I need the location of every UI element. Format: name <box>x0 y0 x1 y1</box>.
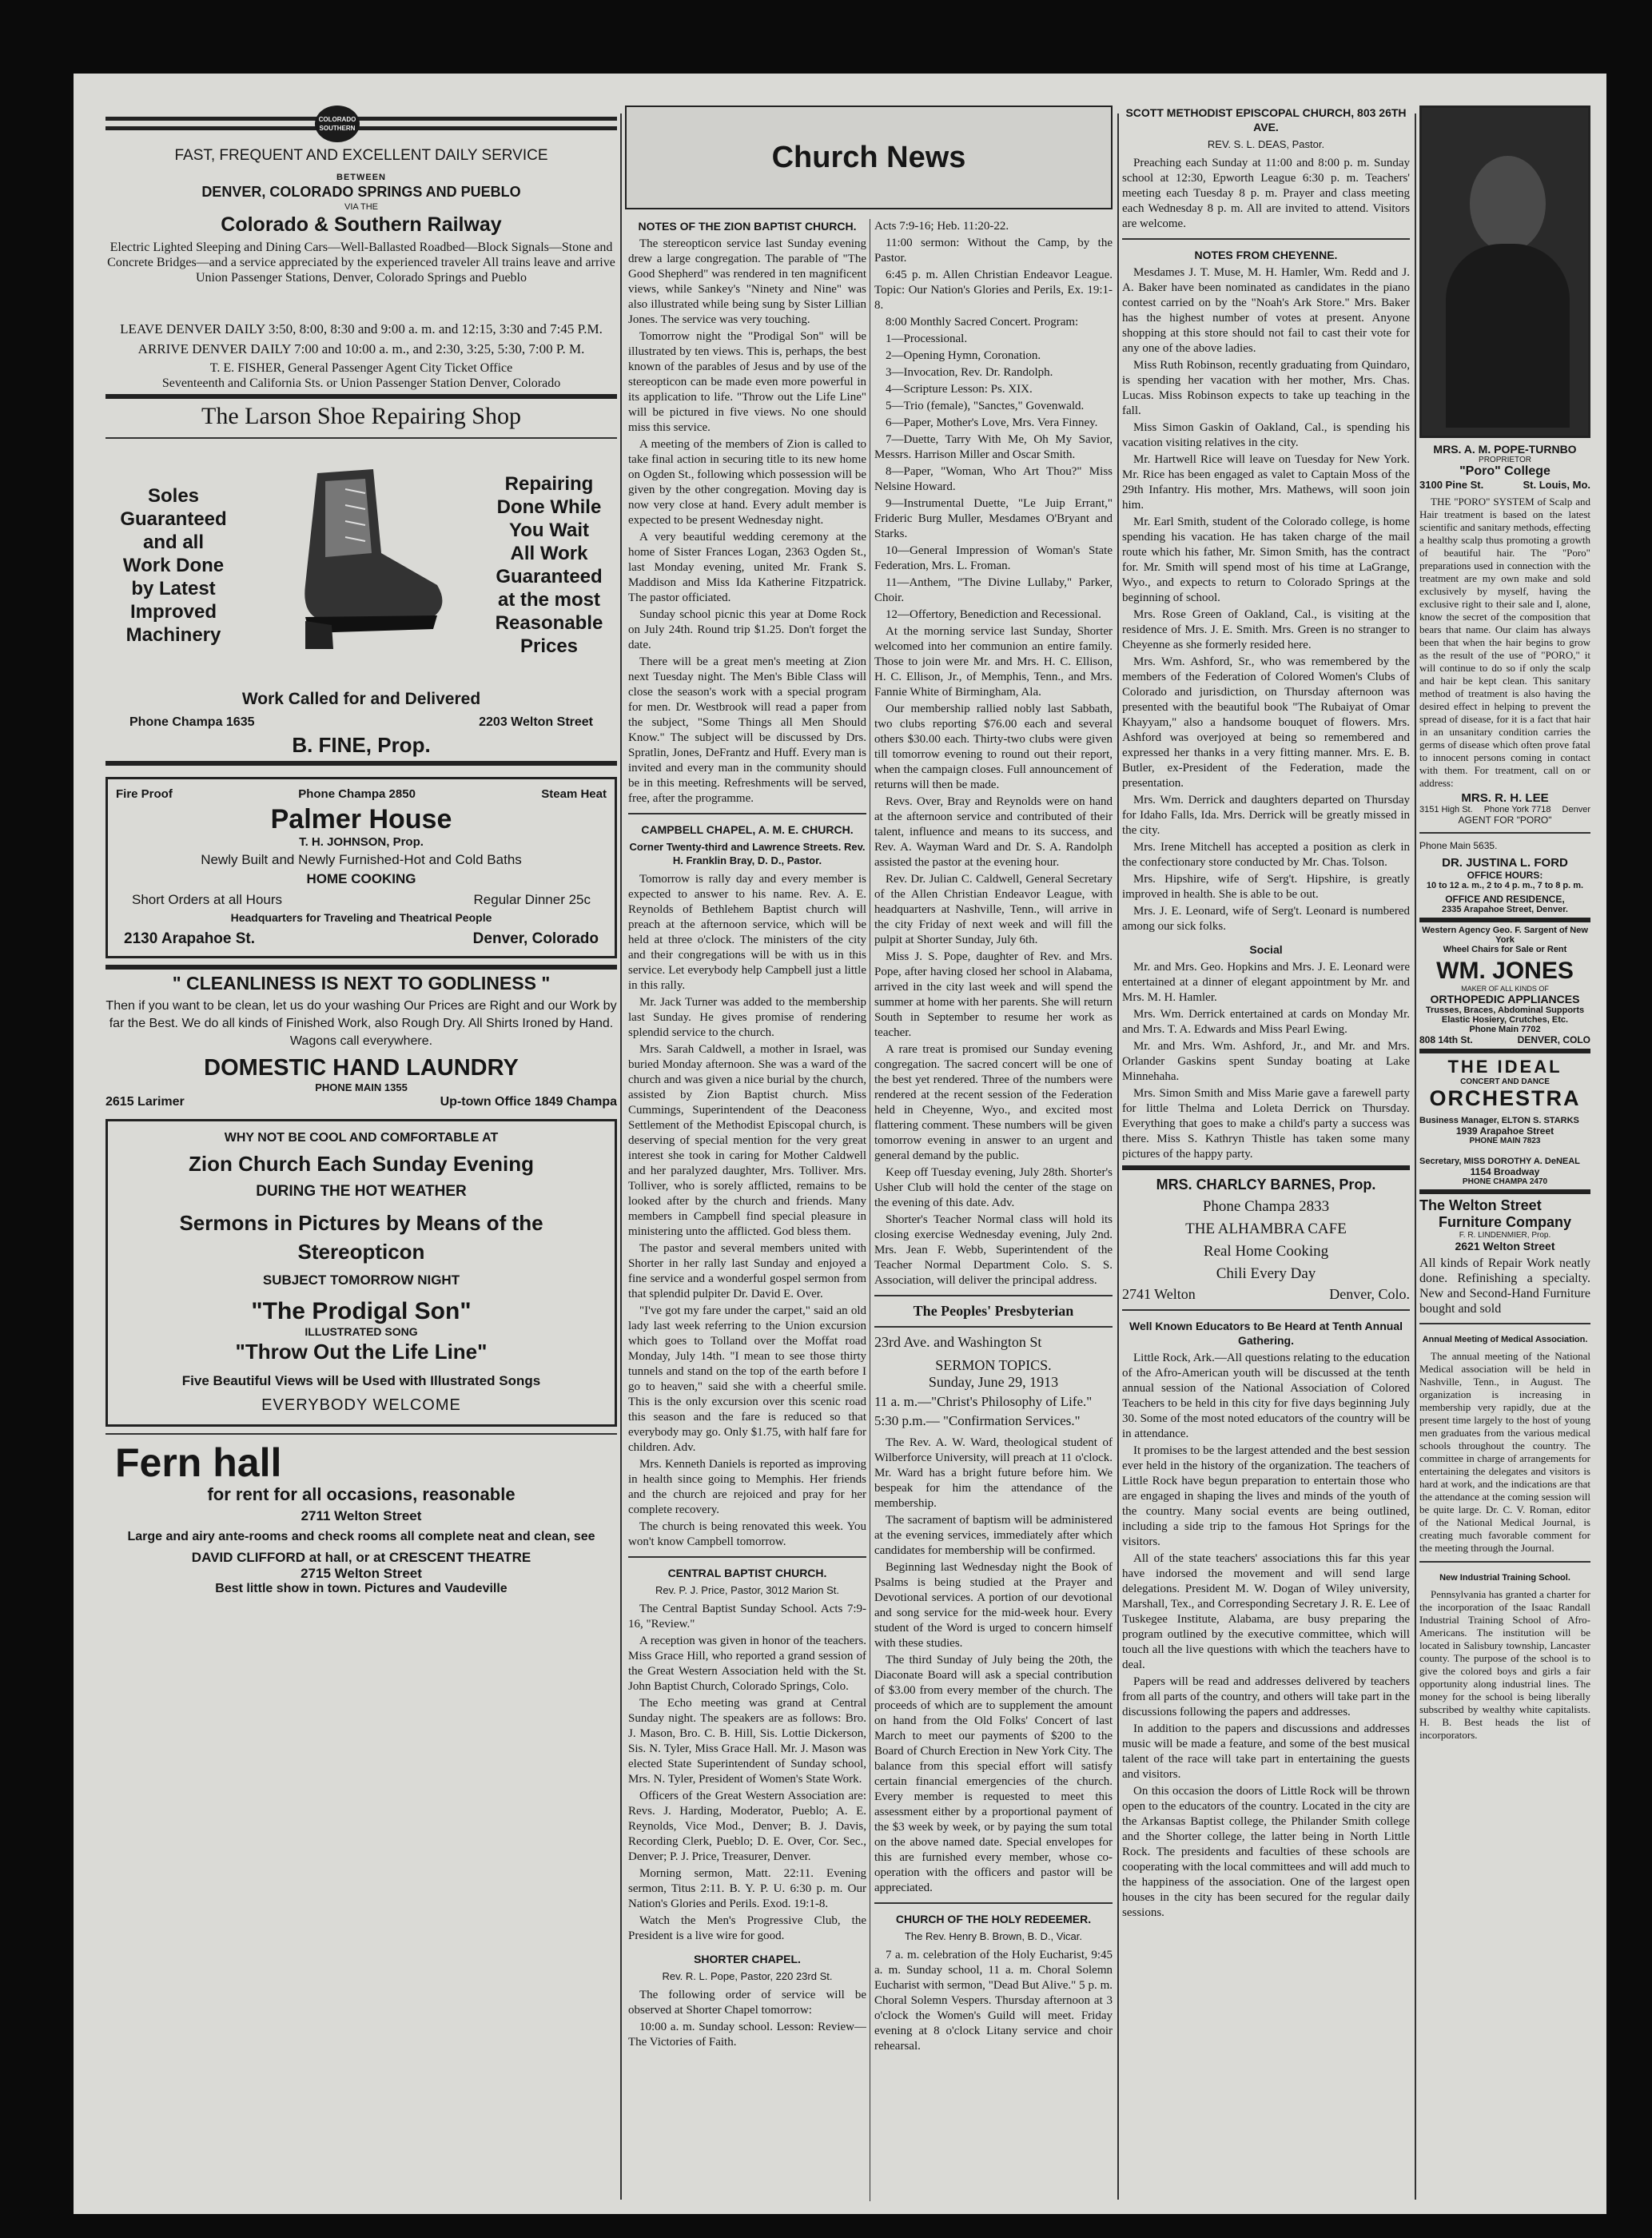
article-paragraph: Officers of the Great Western Association are: Revs. J. Harding, Moderator, Pueblo; A. E. Reynolds, Vice Mod., Denver; B. J. Davis, Recording Clerk, Pueblo; D. E. Over, Cor. Sec., Denver; P. J. Price, Treasurer, Denver. <box>628 1790 866 1863</box>
poro-college: "Poro" College <box>1459 464 1550 478</box>
alhambra-name: THE ALHAMBRA CAFE <box>1185 1221 1347 1237</box>
program-line: 9—Instrumental Duette, "Le Juip Errant," Frideric Burg Muller, Mesdames O'Bryant and Starks. <box>874 497 1113 540</box>
article-paragraph: Shorter's Teacher Normal class will hold its closing exercise Wednesday evening, July 2nd. Mrs. Jean F. Webb, Superintendent of the Teacher Normal Department Colo. S. S. Association, will deliver the principal address. <box>874 1213 1113 1287</box>
poro-title: PROPRIETOR <box>1479 456 1531 464</box>
ideal-sec: Secretary, MISS DOROTHY A. DeNEAL <box>1419 1157 1580 1166</box>
divider <box>1419 1189 1590 1194</box>
program-line: 12—Offertory, Benediction and Recessional. <box>886 608 1101 621</box>
jones-name: WM. JONES <box>1436 958 1574 984</box>
divider <box>105 437 617 439</box>
shoe-illustration <box>269 457 453 673</box>
article-paragraph: Mrs. Wm. Derrick entertained at cards on Monday Mr. and Mrs. T. A. Edwards and Miss Pearl Ewing. <box>1122 1008 1410 1036</box>
section-heading: New Industrial Training School. <box>1439 1573 1570 1583</box>
article-paragraph: A meeting of the members of Zion is called to take final action in securing title to its new home on Ogden St., following which possession will be given by the other congregation. Moving day is now very close at hand. Every adult member is expected to be present Wednesday night. <box>628 438 866 527</box>
railway-between: BETWEEN <box>336 173 386 182</box>
sermon-pm: 5:30 p.m.— "Confirmation Services." <box>874 1413 1081 1428</box>
railway-leave: LEAVE DENVER DAILY 3:50, 8:00, 8:30 and 9:00 a. m. and 12:15, 3:30 and 7:45 P.M. <box>120 321 603 336</box>
alhambra-phone: Phone Champa 2833 <box>1202 1198 1330 1215</box>
church-news-masthead <box>625 106 1113 209</box>
palmer-city: Denver, Colorado <box>472 930 599 947</box>
section-subheading: Corner Twenty-third and Lawrence Streets. Rev. H. Franklin Bray, D. D., Pastor. <box>629 841 866 866</box>
article-paragraph: The Rev. A. W. Ward, theological student of Wilberforce University, will preach at 11 o'clock. Mr. Ward has a bright future before him. We bespeak for him the attendance of the membership. <box>874 1436 1113 1510</box>
shoe-title: The Larson Shoe Repairing Shop <box>201 403 521 429</box>
program-line: 3—Invocation, Rev. Dr. Randolph. <box>886 366 1053 379</box>
article-paragraph: Watch the Men's Progressive Club, the President is a live wire for good. <box>628 1914 866 1942</box>
laundry-ad <box>105 973 617 1109</box>
poro-agent-phone: Phone York 7718 <box>1483 805 1551 814</box>
shoe-prop: B. FINE, Prop. <box>292 733 431 757</box>
shoe-phone: Phone Champa 1635 <box>129 715 255 729</box>
program-line: 1—Processional. <box>886 333 968 345</box>
article-paragraph: The stereopticon service last Sunday evening drew a large congregation. The parable of "The Good Shepherd" was rendered in ten magnificent views, while Sankey's "Ninety and Nine" was also illustrated while being sung by Sister Lillian Jones. The service was very touching. <box>628 237 866 326</box>
ideal-sec-phone: PHONE CHAMPA 2470 <box>1462 1177 1548 1186</box>
laundry-addr: 2615 Larimer <box>105 1095 185 1109</box>
column-rule <box>1117 113 1119 2200</box>
ford-office: OFFICE AND RESIDENCE, <box>1445 894 1565 905</box>
peoples-address: 23rd Ave. and Washington St <box>874 1334 1042 1350</box>
fern-line: 2711 Welton Street <box>301 1508 422 1523</box>
poro-agent-title: AGENT FOR "PORO" <box>1458 814 1552 826</box>
laundry-title: " CLEANLINESS IS NEXT TO GODLINESS " <box>172 973 551 994</box>
ford-ad <box>1419 840 1590 914</box>
article-paragraph: Mrs. Irene Mitchell has accepted a position as clerk in the confectionary store conducted by Mr. Chas. Tolson. <box>1122 841 1410 869</box>
ideal-sub: CONCERT AND DANCE <box>1460 1077 1550 1086</box>
program-line: 4—Scripture Lesson: Ps. XIX. <box>886 383 1033 396</box>
section-heading: Social <box>1249 943 1283 956</box>
divider <box>628 813 866 814</box>
palmer-fire: Fire Proof <box>116 787 173 801</box>
program-line: 10—General Impression of Woman's State Federation, Mrs. L. Froman. <box>874 544 1113 572</box>
zion-ad-line: "Throw Out the Life Line" <box>235 1340 488 1364</box>
fern-line: DAVID CLIFFORD at hall, or at CRESCENT THEATRE <box>191 1550 531 1565</box>
poro-agent-city: Denver <box>1562 805 1590 814</box>
palmer-line1: Newly Built and Newly Furnished-Hot and Cold Baths <box>201 852 522 867</box>
divider <box>874 1326 1113 1328</box>
ideal-mgr-addr: 1939 Arapahoe Street <box>1455 1125 1554 1137</box>
railway-headline: FAST, FREQUENT AND EXCELLENT DAILY SERVICE <box>174 147 548 164</box>
sermon-date: Sunday, June 29, 1913 <box>928 1374 1059 1390</box>
jones-top: Wheel Chairs for Sale or Rent <box>1443 945 1567 954</box>
article-paragraph: "I've got my fare under the carpet," said an old lady last week referring to the Union excursion which goes to Tolland over the Moffat road Monday, July 14th. "I mean to see those thirty tunnels and stand on the top of the earth before I go to heaven," said she with a cheerful smile. This is the only excursion over this scenic road this season and the fare is reduced so that everybody may go. Only $1.75, with half fare for children. Adv. <box>628 1304 866 1454</box>
poro-addr: 3100 Pine St. <box>1419 479 1484 491</box>
article-paragraph: The Echo meeting was grand at Central Sunday night. The speakers are as follows: Bro. J. Mason, Bro. C. B. Hill, Sis. Lottie Dickerson, Sis. N. Tyler, Miss Grace Hall. Mr. J. Mason was elected State Superintendent of Sunday school, Mrs. N. Tyler, President of Women's State Work. <box>628 1697 866 1786</box>
railway-route: DENVER, COLORADO SPRINGS AND PUEBLO <box>201 184 521 200</box>
ideal-mgr: Business Manager, ELTON S. STARKS <box>1419 1116 1579 1125</box>
program-line: 8:00 Monthly Sacred Concert. Program: <box>886 316 1079 329</box>
poro-name: MRS. A. M. POPE-TURNBO <box>1433 443 1577 456</box>
article-paragraph: Mrs. Wm. Derrick and daughters departed on Thursday for Idaho Falls, Ida. Mrs. Derrick will be greatly missed in the city. <box>1122 794 1410 837</box>
article-paragraph: Sunday school picnic this year at Dome Rock on July 24th. Round trip $1.25. Don't forget the date. <box>628 608 866 651</box>
palmer-cooking: HOME COOKING <box>306 871 416 886</box>
divider <box>105 761 617 766</box>
fern-title: Fern hall <box>115 1440 282 1485</box>
article-paragraph: Mr. Jack Turner was added to the membership last Sunday. He gives promise of rendering splendid service to the church. <box>628 996 866 1039</box>
program-line: 6—Paper, Mother's Love, Mrs. Vera Finney. <box>886 416 1098 429</box>
shoe-left-text: Soles Guaranteed and all Work Done by Latest Improved Machinery <box>120 484 227 646</box>
zion-ad-line: Zion Church Each Sunday Evening <box>189 1152 534 1176</box>
section-heading: CHURCH OF THE HOLY REDEEMER. <box>895 1913 1092 1925</box>
article-paragraph: Mesdames J. T. Muse, M. H. Hamler, Wm. Redd and J. A. Baker have been nominated as candidates in the piano contest carried on by the "Noah's Ark Store." Mrs. Baker has the highest number of votes at present. Anyone shopping at this store should not fail to cast their vote for any one of the above ladies. <box>1122 266 1410 355</box>
article-paragraph: Mr. and Mrs. Geo. Hopkins and Mrs. J. E. Leonard were entertained at a dinner of elegant appointment by Mr. and Mrs. M. H. Hamler. <box>1122 961 1410 1004</box>
railway-agent: T. E. FISHER, General Passenger Agent City Ticket Office <box>209 361 513 375</box>
jones-top: Western Agency Geo. F. Sargent of New York <box>1422 926 1588 945</box>
shoe-street: 2203 Welton Street <box>479 715 593 729</box>
article-paragraph: Mrs. Rose Green of Oakland, Cal., is visiting at the residence of Mrs. J. E. Smith. Mrs. Green is no stranger to Cheyenne as she formerly resided here. <box>1122 608 1410 651</box>
palmer-prop: T. H. JOHNSON, Prop. <box>299 835 424 849</box>
ideal-mgr-phone: PHONE MAIN 7823 <box>1469 1137 1541 1145</box>
article-paragraph: 7 a. m. celebration of the Holy Eucharist, 9:45 a. m. Sunday school, 11 a. m. Choral Solemn Eucharist with sermon, "Dead But Alive." 5 p. m. Choral Solemn Vespers. Thursday afternoon at 3 o'clock the Women's Guild will meet. Friday evening at 8 o'clock Litany service and choir rehearsal. <box>874 1949 1113 2053</box>
section-heading: CAMPBELL CHAPEL, A. M. E. CHURCH. <box>641 823 854 836</box>
palmer-dinner: Regular Dinner 25c <box>473 892 591 907</box>
ideal-orchestra-ad <box>1419 1057 1590 1186</box>
alhambra-line: Real Home Cooking <box>1203 1243 1329 1260</box>
palmer-phone: Phone Champa 2850 <box>298 787 416 801</box>
ideal-the: THE IDEAL <box>1447 1057 1562 1077</box>
fern-line: 2715 Welton Street <box>301 1566 422 1581</box>
section-subheading: Rev. R. L. Pope, Pastor, 220 23rd St. <box>662 1970 833 1982</box>
jones-maker: MAKER OF ALL KINDS OF <box>1461 985 1549 993</box>
article-paragraph: The church is being renovated this week. You won't know Campbell tomorrow. <box>628 1520 866 1548</box>
article-paragraph: Beginning last Wednesday night the Book of Psalms is being studied at the Prayer and Devotional services. A portion of our devotional and song service for the mid-week hour. Every student of the Word is urged to concern himself with these studies. <box>874 1561 1113 1650</box>
program-line: 5—Trio (female), "Sanctes," Govenwald. <box>886 400 1085 412</box>
article-paragraph: Tomorrow night the "Prodigal Son" will be illustrated by ten views. This is, perhaps, the best known of the parables of Jesus and by use of the stereopticon can be made even more powerful in its application to life. "Throw out the Life Line" will be pictured in five views. No one should miss this service. <box>628 330 866 434</box>
furniture-body: All kinds of Repair Work neatly done. Refinishing a specialty. New and Second-Hand Furniture bought and sold <box>1419 1256 1590 1316</box>
section-heading: Annual Meeting of Medical Association. <box>1422 1335 1588 1344</box>
divider <box>105 965 617 970</box>
article-paragraph: Pennsylvania has granted a charter for the incorporation of the Isaac Randall Industrial Training School of Afro-Americans. The institution will be located in Salisbury township, Lancaster county. The purpose of the school is to give the colored boys and girls a fair opportunity along industrial lines. The money for the school is being liberally subscribed by wealthy white capitalists. H. B. Best heads the list of incorporators. <box>1419 1588 1590 1741</box>
ford-addr: 2335 Arapahoe Street, Denver. <box>1442 905 1568 914</box>
jones-city: DENVER, COLO <box>1517 1034 1590 1045</box>
alhambra-ad <box>1122 1177 1410 1303</box>
article-paragraph: On this occasion the doors of Little Rock will be thrown open to the educators of the country. Located in the city are the Arkansas Baptist college, the Philander Smith college and the Shorter college, the latter being in North Little Rock. The presidents and faculties of these schools are cooperating with the local committees and will add much to the happiness of the association. One of the largest open houses in the city has been secured for the regular daily sessions. <box>1122 1785 1410 1919</box>
divider <box>1419 1323 1590 1324</box>
section-subheading: The Rev. Henry B. Brown, B. D., Vicar. <box>904 1930 1083 1942</box>
article-paragraph: Mrs. Kenneth Daniels is reported as improving in health since going to Memphis. Her friends and the church are rejoiced and pray for her complete recovery. <box>628 1458 866 1516</box>
article-paragraph: Little Rock, Ark.—All questions relating to the education of the Afro-American youth will be discussed at the tenth annual session of the National Association of Colored Teachers to be held in this city for five days beginning July 30. Some of the most noted educators of the country will be in attendance. <box>1122 1352 1410 1440</box>
zion-ad-line: "The Prodigal Son" <box>251 1298 472 1324</box>
article-paragraph: Miss Simon Gaskin of Oakland, Cal., is spending his vacation visiting relatives in the city. <box>1122 421 1410 449</box>
article-paragraph: A reception was given in honor of the teachers. Miss Grace Hill, who reported a grand session of the Great Western Association held with the St. John Baptist Church, Colorado Springs, Colo. <box>628 1635 866 1693</box>
column-three <box>1122 106 1410 2200</box>
ford-hours: 10 to 12 a. m., 2 to 4 p. m., 7 to 8 p. m. <box>1426 881 1584 890</box>
article-paragraph: Mr. Earl Smith, student of the Colorado college, is home spending his vacation. He has taken charge of the mail route which his father, Mr. Simon Smith, has the contract for. Mr. Smith will spend most of his time at LaGrange, Wyo., and expects to return to Colorado Springs at the beginning of school. <box>1122 516 1410 604</box>
section-heading: Well Known Educators to Be Heard at Tenth Annual Gathering. <box>1129 1320 1403 1347</box>
poro-agent-name: MRS. R. H. LEE <box>1461 791 1549 805</box>
column-four <box>1419 106 1590 2200</box>
laundry-phone: PHONE MAIN 1355 <box>315 1081 408 1093</box>
program-line: 7—Duette, Tarry With Me, Oh My Savior, Messrs. Harrison Miller and Oscar Smith. <box>874 433 1113 461</box>
palmer-house-ad <box>105 777 617 958</box>
article-paragraph: Our membership rallied nobly last Sabbath, two clubs reporting $76.00 each and several others $30.00 each. Thirty-two clubs were given till tomorrow evening to round out their report, when the campaign closes. Full announcement of returns will then be made. <box>874 703 1113 791</box>
article-paragraph: The third Sunday of July being the 20th, the Diaconate Board will ask a special contribution of $3.00 from every member of the church. The proceeds of which are to supplement the amount on hand from the Old Folks' Concert of last March to meet our payments of $200 to the Board of Church Erection in New York City. The balance from this special effort will satisfy certain financial emergencies of the church. Every member is requested to meet this assessment either by a proportional payment of the $3 week by week, or by paying the sum total on the above named date. Special envelopes for this are furnished every member, whose co-operation with the officers and pastor will be appreciated. <box>874 1654 1113 1894</box>
fern-line: Large and airy ante-rooms and check rooms all complete neat and clean, see <box>127 1530 595 1543</box>
railway-via: VIA THE <box>344 202 378 212</box>
program-line: 11—Anthem, "The Divine Lullaby," Parker, Choir. <box>874 576 1113 604</box>
article-paragraph: Morning sermon, Matt. 22:11. Evening sermon, Titus 2:11. B. Y. P. U. 6:30 p. m. Our Nation's Glories and Perils. Exod. 19:1-8. <box>628 1867 866 1910</box>
article-paragraph: Mrs. Hipshire, wife of Serg't. Hipshire, is greatly improved in health. She is able to be out. <box>1122 873 1410 901</box>
jones-phone: Phone Main 7702 <box>1469 1025 1541 1034</box>
article-paragraph: The annual meeting of the National Medical association will be held in Nashville, Tenn., in August. The organization is increasing in membership very rapidly, due at the present time largely to the host of young men graduates from the various medical schools throughout the country. The committee in charge of arrangements for entertaining the delegates and visitors is hard at work, and the indications are that the attendance at the coming session will be quite large. Dr. C. V. Roman, editor of the National Medical Journal, is creating much favorable comment for the meeting through the Journal. <box>1419 1350 1590 1554</box>
divider <box>1419 918 1590 922</box>
article-paragraph: Rev. Dr. Julian C. Caldwell, General Secretary of the Allen Christian Endeavor League, with headquarters at Nashville, Tenn., will arrive in the city Friday of next week and will fill the pulpit at Shorter Sunday, July 6th. <box>874 873 1113 946</box>
newspaper-page <box>74 74 1606 2214</box>
section-heading: NOTES OF THE ZION BAPTIST CHURCH. <box>638 220 857 233</box>
section-subheading: REV. S. L. DEAS, Pastor. <box>1207 138 1325 150</box>
article-paragraph: A rare treat is promised our Sunday evening congregation. The sacred concert will be one of the best yet rendered. Three of the numbers were rendered at the recent session of the Federation held in Cheyenne, Wyo., and excited most flattering comment. These numbers will be given tomorrow evening in answer to an urgent and general demand by the public. <box>874 1043 1113 1162</box>
article-paragraph: Tomorrow is rally day and every member is expected to answer to his name. Rev. A. E. Reynolds of Bethlehem Baptist church will preach at the afternoon service, which will be held at three o'clock. The ministers of the city and their congregations will be with us in this service. Let everybody help Campbell just a little in this rally. <box>628 873 866 992</box>
poro-body: THE "PORO" SYSTEM of Scalp and Hair treatment is based on the latest scientific and sanitary methods, effecting a healthy scalp thus promoting a growth of beautiful hair. The "Poro" preparations used in connection with the treatment are my own make and sold exclusively by myself, having the exclusive right to their sale and I, alone, know the secret of the composition that bears that name. Our claim has always been that when the hair begins to grow as the result of the use of "PORO," it will continue to do so if only the scalp and hair be kept clean. This sanitary method of treatment is also having the desired effect in helping to prevent the spread of disease, for it is a fact that hair in an unsanitary condition carries the germs of disease which often prove fatal to innocent persons coming in contact with them. For treatment, call on or address: <box>1419 496 1590 789</box>
program-line: 8—Paper, "Woman, Who Art Thou?" Miss Nelsine Howard. <box>874 465 1113 493</box>
ford-hours-head: OFFICE HOURS: <box>1467 870 1543 881</box>
divider <box>1122 1165 1410 1170</box>
ad-column <box>105 106 617 1596</box>
portrait-photo <box>1419 106 1590 438</box>
zion-ad-line: Sermons in Pictures by Means of the Stereopticon <box>179 1211 543 1264</box>
jones-addr: 808 14th St. <box>1419 1034 1473 1045</box>
railway-name: Colorado & Southern Railway <box>221 213 502 236</box>
zion-ad-line: Five Beautiful Views will be Used with Illustrated Songs <box>181 1373 541 1388</box>
alhambra-owner: MRS. CHARLCY BARNES, Prop. <box>1156 1177 1376 1193</box>
sermon-am: 11 a. m.—"Christ's Philosophy of Life." <box>874 1394 1093 1409</box>
article-paragraph: Mr. Hartwell Rice will leave on Tuesday for New York. Mr. Rice has been engaged as valet to Captain Moss of the 29th Infantry. His mother, Mrs. Mathews, will soon join him. <box>1122 453 1410 512</box>
article-paragraph: Miss Ruth Robinson, recently graduating from Quindaro, is spending her vacation with her mother, Mrs. Chas. Lucas. Miss Robinson expects to take up teaching in the fall. <box>1122 359 1410 417</box>
divider <box>874 1295 1113 1296</box>
alhambra-line: Chili Every Day <box>1216 1265 1316 1282</box>
article-paragraph: All of the state teachers' associations this far this year have indorsed the movement and will send large delegations. President M. W. Dogan of Wiley university, Marshall, Tex., and Corresponding Secretary J. R. E. Lee of Tuskegee Institute, Alabama, are busy preparing the program outlined by the executive committee, which will touch all the live questions with which the teachers have to deal. <box>1122 1552 1410 1671</box>
article-paragraph: The Central Baptist Sunday School. Acts 7:9-16, "Review." <box>628 1603 866 1631</box>
jones-list: Trusses, Braces, Abdominal Supports Elastic Hosiery, Crutches, Etc. <box>1425 1006 1585 1025</box>
article-paragraph: It promises to be the largest attended and the best session ever held in the history of the organization. The teachers of Little Rock have begun preparation to entertain those who are engaged in shaping the lives and minds of the youth of the country. Many social events are being outlined, including a side trip to the famous Hot Springs for the visitors. <box>1122 1444 1410 1548</box>
alhambra-city: Denver, Colo. <box>1329 1286 1410 1302</box>
furniture-ad <box>1419 1197 1590 1316</box>
article-paragraph: The following order of service will be observed at Shorter Chapel tomorrow: <box>628 1989 866 2017</box>
furniture-name: Furniture Company <box>1438 1214 1571 1230</box>
section-heading: NOTES FROM CHEYENNE. <box>1194 249 1338 261</box>
article-paragraph: Mrs. Wm. Ashford, Sr., who was remembered by the members of the Federation of Colored Women's Clubs of Colorado and jurisdiction, on Thursday afternoon was presented with the beautiful book "The Rubaiyat of Omar Khayyam," also a handsome bouquet of flowers. Mrs. Ashford was overjoyed at being so remembered and expressed her thanks in a very fitting manner. Mrs. E. B. Butler, ex-President of the Federation, made the presentation. <box>1122 655 1410 790</box>
fern-line: for rent for all occasions, reasonable <box>207 1484 516 1504</box>
railway-address: Seventeenth and California Sts. or Union Passenger Station Denver, Colorado <box>161 376 561 390</box>
zion-stereopticon-ad <box>105 1119 617 1427</box>
church-column-b <box>874 219 1113 2201</box>
ideal-orch: ORCHESTRA <box>1429 1086 1581 1110</box>
divider <box>628 1556 866 1558</box>
laundry-body: Then if you want to be clean, let us do your washing Our Prices are Right and our Work by far the Best. We do all kinds of Finished Work, also Rough Dry. All Shirts Ironed by Hand. Wagons call everywhere. <box>105 999 617 1048</box>
shoe-called: Work Called for and Delivered <box>241 690 481 708</box>
zion-ad-line: DURING THE HOT WEATHER <box>256 1183 467 1200</box>
jones-product: ORTHOPEDIC APPLIANCES <box>1430 993 1580 1006</box>
poro-agent-addr: 3151 High St. <box>1419 805 1473 814</box>
article-paragraph: Keep off Tuesday evening, July 28th. Shorter's Usher Club will hold the center of the stage on the evening of this date. Adv. <box>874 1166 1113 1209</box>
section-heading: CENTRAL BAPTIST CHURCH. <box>667 1567 827 1579</box>
divider <box>1122 238 1410 240</box>
divider <box>1419 1561 1590 1563</box>
article-paragraph: At the morning service last Sunday, Shorter welcomed into her communion an entire family. Those to join were Mr. and Mrs. H. C. Ellison, H. C. Ellison, Jr., of Memphis, Tenn., and Mrs. Fannie White of Birmingham, Ala. <box>874 625 1113 699</box>
poro-city: St. Louis, Mo. <box>1523 479 1590 491</box>
article-paragraph: Revs. Over, Bray and Reynolds were on hand at the afternoon service and contributed of their talent, influence and means to its success, and Rev. A. Wayman Ward and Dr. S. A. Randolph assisted the pastor at the evening hour. <box>874 795 1113 869</box>
article-paragraph: 10:00 a. m. Sunday school. Lesson: Review—The Victories of Faith. <box>628 2021 866 2049</box>
article-paragraph: Papers will be read and addresses delivered by teachers from all parts of the country, and others will take part in the discussions following the papers and addresses. <box>1122 1675 1410 1718</box>
church-column-a <box>628 219 866 2201</box>
section-subheading: Rev. P. J. Price, Pastor, 3012 Marion St. <box>655 1584 839 1596</box>
alhambra-addr: 2741 Welton <box>1122 1286 1196 1302</box>
column-rule <box>620 113 622 2200</box>
section-heading: SHORTER CHAPEL. <box>694 1953 801 1965</box>
zion-ad-line: EVERYBODY WELCOME <box>261 1396 461 1414</box>
ideal-sec-addr: 1154 Broadway <box>1470 1166 1540 1177</box>
article-paragraph: There will be a great men's meeting at Zion next Tuesday night. The Men's Bible Class will close the season's work with a special program for men. Dr. Westbrook will read a paper from the subject, "Some Things all Men Should Know." The subject will be discussed by Drs. Spratlin, Jones, DeFrantz and Huff. Every man is invited and every man in the community should be in this meeting. Refreshments will be served, free, after the programme. <box>628 655 866 805</box>
poro-ad <box>1419 106 1590 826</box>
masthead-title: Church News <box>771 141 966 174</box>
furniture-name: The Welton Street <box>1419 1197 1542 1213</box>
article-paragraph: In addition to the papers and discussions and addresses music will be made a feature, and some of the best musical talent of the race will take part in entertaining the guests and visitors. <box>1122 1722 1410 1781</box>
divider <box>1122 1309 1410 1311</box>
column-rule <box>1415 113 1416 2200</box>
ford-name: DR. JUSTINA L. FORD <box>1442 856 1568 870</box>
fern-hall-ad <box>105 1441 617 1596</box>
article-paragraph: Mrs. Sarah Caldwell, a mother in Israel, was buried Monday afternoon. She was a ward of the church and was given a nice burial by the church, assisted by Zion Baptist church. Miss Cummings, Superintendent of the Deaconess Settlement of the Methodist Episcopal church, is deserving of special mention for the very great interest she took in caring for Mother Caldwell and her paralyzed daughter, Mrs. Tolliver. Mrs. Tolliver, who is sorely afflicted, remains to be looked after by the church and friends. Many members in Campbell find special pleasure in ministering unto the afflicted. God bless them. <box>628 1043 866 1238</box>
railway-logo: COLORADO SOUTHERN <box>315 106 360 142</box>
jones-ad <box>1419 926 1590 1045</box>
divider <box>1419 1049 1590 1053</box>
program-line: 11:00 sermon: Without the Camp, by the Pastor. <box>874 237 1113 265</box>
zion-ad-line: SUBJECT TOMORROW NIGHT <box>262 1272 460 1288</box>
section-heading: SCOTT METHODIST EPISCOPAL CHURCH, 803 26TH AVE. <box>1125 106 1407 133</box>
fern-line: Best little show in town. Pictures and Vaudeville <box>215 1582 508 1595</box>
program-line: Acts 7:9-16; Heb. 11:20-22. <box>874 220 1009 233</box>
article-paragraph: Miss J. S. Pope, daughter of Rev. and Mrs. Pope, after having closed her school in Alabama, arrived in the city last week and will spend the summer at home with her parents. She will return South in September to resume her work as teacher. <box>874 950 1113 1039</box>
railway-body: Electric Lighted Sleeping and Dining Cars—Well-Ballasted Roadbed—Block Signals—Stone and Concrete Bridges—and a service appreciated by the experienced traveler All trains leave and arrive Union Passenger Stations, Denver, Colorado Springs and Pueblo <box>107 241 615 285</box>
article-paragraph: Preaching each Sunday at 11:00 and 8:00 p. m. Sunday school at 12:30, Epworth League 6:30 p. m. Teachers' meeting each Tuesday 8 p. m. Prayer and class meeting each Wednesday 8 p. m. All are invited to attend. Visitors are welcome. <box>1122 157 1410 230</box>
zion-ad-line: ILLUSTRATED SONG <box>305 1325 418 1338</box>
furniture-addr: 2621 Welton Street <box>1455 1240 1555 1252</box>
railway-ad <box>105 106 617 317</box>
ford-phone: Phone Main 5635. <box>1419 840 1498 851</box>
zion-ad-line: WHY NOT BE COOL AND COMFORTABLE AT <box>224 1131 499 1145</box>
article-paragraph: The pastor and several members united with Shorter in her rally last Sunday and enjoyed a fine service and a wonderful gospel sermon from that splendid pulpiter Dr. David E. Over. <box>628 1242 866 1300</box>
palmer-short: Short Orders at all Hours <box>132 892 283 907</box>
program-line: 6:45 p. m. Allen Christian Endeavor League. Topic: Our Nation's Glories and Perils, Ex. 19:1-8. <box>874 269 1113 312</box>
divider <box>105 394 617 399</box>
sermon-topics: SERMON TOPICS. <box>935 1357 1052 1373</box>
laundry-name: DOMESTIC HAND LAUNDRY <box>204 1055 519 1081</box>
divider <box>105 1433 617 1435</box>
article-paragraph: Mrs. J. E. Leonard, wife of Serg't. Leonard is numbered among our sick folks. <box>1122 905 1410 933</box>
shoe-shop-ad <box>105 402 617 758</box>
laundry-office: Up-town Office 1849 Champa <box>440 1095 617 1109</box>
divider <box>1419 832 1590 834</box>
article-paragraph: A very beautiful wedding ceremony at the home of Sister Frances Logan, 2363 Ogden St., last Monday evening, united Mr. Frank S. Maddison and Miss Ida Katherine Fitzpatrick. The pastor officiated. <box>628 531 866 604</box>
palmer-hq: Headquarters for Traveling and Theatrical People <box>230 911 492 924</box>
article-paragraph: Mrs. Simon Smith and Miss Marie gave a farewell party for little Thelma and Loleta Derrick on Thursday. Everything that goes to make a child's party a success was there. Miss S. Kathryn Thistle has taken some many pictures of the happy party. <box>1122 1087 1410 1161</box>
furniture-prop: F. R. LINDENMIER, Prop. <box>1459 1231 1551 1240</box>
divider <box>874 1902 1113 1904</box>
palmer-addr: 2130 Arapahoe St. <box>124 930 256 947</box>
program-line: 2—Opening Hymn, Coronation. <box>886 349 1041 362</box>
article-paragraph: The sacrament of baptism will be administered at the evening services, immediately after which candidates for membership will be confirmed. <box>874 1514 1113 1557</box>
palmer-steam: Steam Heat <box>541 787 607 801</box>
article-paragraph: Mr. and Mrs. Wm. Ashford, Jr., and Mr. and Mrs. Orlander Gaskins spent Sunday boating at Lake Minnehaha. <box>1122 1040 1410 1083</box>
shoe-right-text: Repairing Done While You Wait All Work Guaranteed at the most Reasonable Prices <box>495 473 603 657</box>
peoples-heading: The Peoples' Presbyterian <box>913 1303 1074 1319</box>
palmer-name: Palmer House <box>270 804 452 834</box>
railway-arrive: ARRIVE DENVER DAILY 7:00 and 10:00 a. m., and 2:30, 3:25, 5:30, 7:00 P. M. <box>137 341 585 356</box>
